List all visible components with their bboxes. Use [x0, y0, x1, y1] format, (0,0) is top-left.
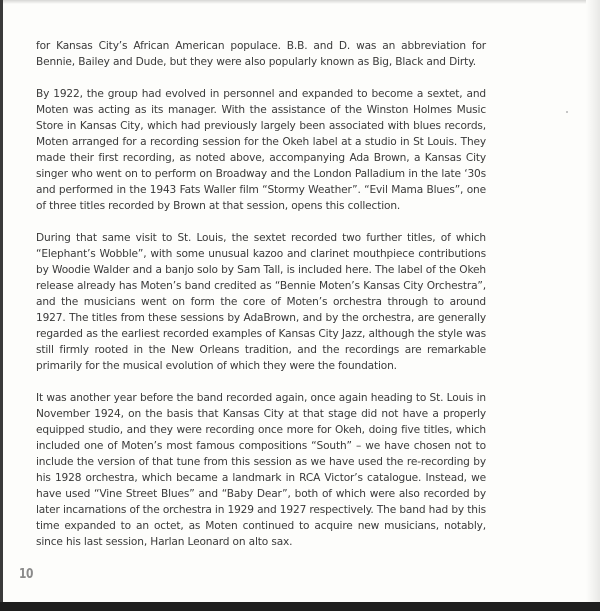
scan-speck	[566, 111, 568, 113]
paragraph-1922-sextet: By 1922, the group had evolved in personnel and expanded to become a sextet, and Moten was acting as its manager. With the assistance of the Winston Holmes Music Store in Kansas City, which had previously largely been associated with blues records, Moten arranged for a recording session for the Okeh label at a studio in St Louis. They made their first recording, as noted above, accompanying Ada Brown, a Kansas City singer who went on to perform on Broadway and the London Palladium in the late ‘30s and performed in the 1943 Fats Waller film “Stormy Weather”. “Evil Mama Blues”, one of three titles recorded by Brown at that session, opens this collection.	[36, 88, 486, 212]
body-text	[36, 38, 486, 550]
scan-bottom-edge	[0, 602, 600, 611]
paragraph-st-louis-visit: During that same visit to St. Louis, the sextet recorded two further titles, of which “Elephant’s Wobble”, with some unusual kazoo and clarinet mouthpiece contributions by Woodie Walder and a banjo solo by Sam Tall, is included here. The label of the Okeh release already has Moten’s band credited as “Bennie Moten’s Kansas City Orchestra”, and the musicians went on form the core of Moten’s orchestra through to around 1927. The titles from these sessions by AdaBrown, and by the orchestra, are generally regarded as the earliest recorded examples of Kansas City Jazz, although the style was still firmly rooted in the New Orleans tradition, and the recordings are remarkable primarily for the musical evolution of which they were the foundation.	[36, 232, 486, 372]
paragraph-1924-session: It was another year before the band recorded again, once again heading to St. Louis in November 1924, on the basis that Kansas City at that stage did not have a properly equipped studio, and they were recording once more for Okeh, doing five titles, which included one of Moten’s most famous compositions “South” – we have chosen not to include the version of that tune from this session as we have used the re-recording by his 1928 orchestra, which became a landmark in RCA Victor’s catalogue. Instead, we have used “Vine Street Blues” and “Baby Dear”, both of which were also recorded by later incarnations of the orchestra in 1929 and 1927 respectively. The band had by this time expanded to an octet, as Moten continued to acquire new musicians, notably, since his last session, Harlan Leonard on alto sax.	[36, 392, 486, 548]
scan-top-shadow	[3, 0, 600, 4]
scan-right-edge	[586, 0, 600, 602]
paragraph-continuation: for Kansas City’s African American populace. B.B. and D. was an abbreviation for Bennie, Bailey and Dude, but they were also popularly known as Big, Black and Dirty.	[36, 40, 486, 68]
page-number: 10	[19, 567, 34, 582]
